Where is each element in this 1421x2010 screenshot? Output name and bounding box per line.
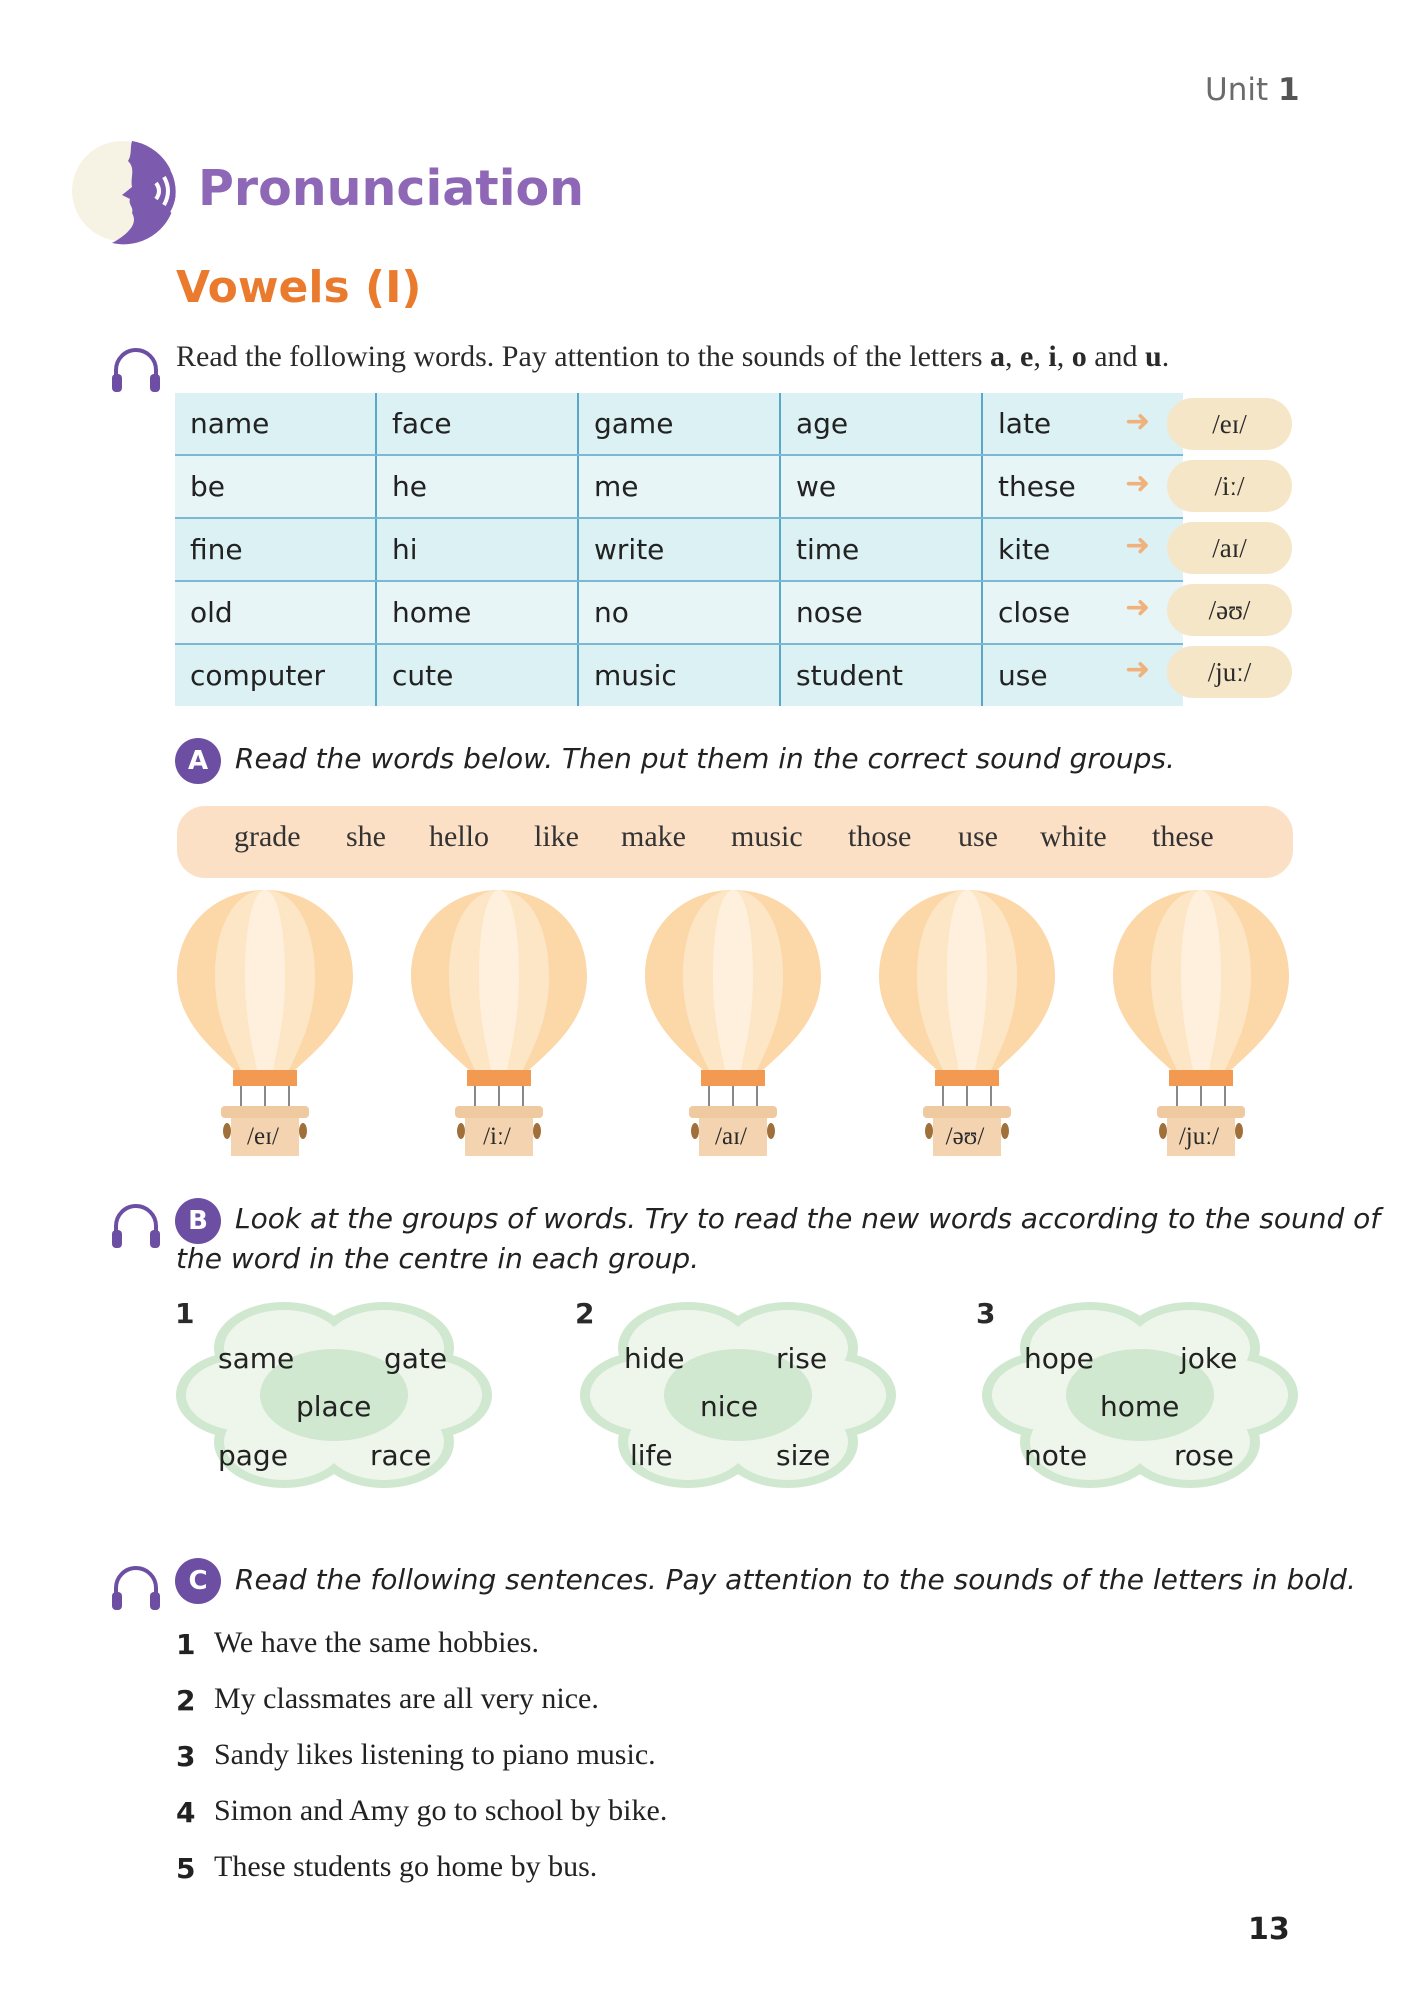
table-cell: fine: [175, 518, 376, 581]
sentence-text: Simon and Amy go to school by bike.: [214, 1794, 668, 1827]
sentence-text: We have the same hobbies.: [214, 1626, 539, 1659]
phonetic-pill: /eɪ/: [1167, 398, 1292, 450]
table-cell: close: [982, 581, 1183, 644]
group-number: 2: [575, 1297, 595, 1330]
exercise-b-instruction-line2: the word in the centre in each group.: [176, 1242, 700, 1275]
word-bank-item: music: [731, 820, 803, 853]
balloon-label: /eɪ/: [247, 1123, 279, 1150]
arrow-right-icon: ➜: [1125, 590, 1151, 625]
headphones-icon[interactable]: [108, 1560, 164, 1616]
sentence-number: 4: [176, 1796, 196, 1829]
sentence-text: Sandy likes listening to piano music.: [214, 1738, 656, 1771]
flower-center-word: nice: [700, 1390, 759, 1423]
table-cell: age: [780, 393, 982, 455]
table-cell: student: [780, 644, 982, 706]
exercise-a-instruction: Read the words below. Then put them in the correct sound groups.: [235, 742, 1175, 775]
balloon-icon: [877, 888, 1057, 1158]
balloon-icon: [643, 888, 823, 1158]
arrow-right-icon: ➜: [1125, 404, 1151, 439]
word-bank-item: use: [958, 820, 998, 853]
exercise-c-badge: C: [175, 1558, 221, 1604]
arrow-right-icon: ➜: [1125, 466, 1151, 501]
balloon-label: /əʊ/: [945, 1123, 985, 1150]
flower-word: hide: [624, 1342, 685, 1375]
flower-center-word: place: [296, 1390, 372, 1423]
table-cell: nose: [780, 581, 982, 644]
table-cell: no: [578, 581, 780, 644]
table-cell: face: [376, 393, 578, 455]
exercise-a-badge: A: [175, 738, 221, 784]
table-cell: late: [982, 393, 1183, 455]
word-bank-item: white: [1040, 820, 1107, 853]
table-cell: write: [578, 518, 780, 581]
section-title: Pronunciation: [198, 160, 585, 217]
balloon-label: /aɪ/: [715, 1123, 747, 1150]
table-cell: home: [376, 581, 578, 644]
word-bank-item: like: [534, 820, 579, 853]
word-bank-item: she: [346, 820, 386, 853]
table-row: [175, 393, 1183, 455]
balloon-icon: [409, 888, 589, 1158]
phonetic-pill: /aɪ/: [1167, 522, 1292, 574]
word-bank-item: these: [1152, 820, 1214, 853]
flower-word: rose: [1174, 1439, 1234, 1472]
speaker-face-icon: [72, 133, 187, 248]
phonetic-pill: /iː/: [1167, 460, 1292, 512]
unit-label: [1205, 72, 1300, 108]
flower-word: hope: [1024, 1342, 1094, 1375]
word-bank-item: those: [848, 820, 912, 853]
table-row: [175, 455, 1183, 518]
flower-word: same: [218, 1342, 295, 1375]
flower-word: note: [1024, 1439, 1088, 1472]
intro-text: Read the following words. Pay attention to the sounds of the letters a, e, i, o and u.: [176, 340, 1170, 373]
table-cell: music: [578, 644, 780, 706]
flower-word: page: [218, 1439, 288, 1472]
table-row: [175, 581, 1183, 644]
table-row: [175, 644, 1183, 706]
sentence-text: These students go home by bus.: [214, 1850, 598, 1883]
table-cell: name: [175, 393, 376, 455]
word-bank-item: make: [621, 820, 686, 853]
unit-word: Unit: [1205, 72, 1269, 108]
sentence-number: 1: [176, 1628, 196, 1661]
vowel-words-table: [175, 393, 1183, 706]
table-cell: hi: [376, 518, 578, 581]
flower-word: joke: [1180, 1342, 1238, 1375]
group-number: 1: [175, 1297, 195, 1330]
table-cell: time: [780, 518, 982, 581]
table-cell: game: [578, 393, 780, 455]
unit-number: 1: [1277, 72, 1300, 108]
headphones-icon[interactable]: [108, 342, 164, 398]
flower-word: life: [630, 1439, 673, 1472]
table-row: [175, 518, 1183, 581]
flower-word: race: [370, 1439, 432, 1472]
table-cell: he: [376, 455, 578, 518]
flower-word: size: [776, 1439, 831, 1472]
sentence-number: 2: [176, 1684, 196, 1717]
word-bank-item: grade: [234, 820, 301, 853]
table-cell: be: [175, 455, 376, 518]
table-cell: these: [982, 455, 1183, 518]
balloon-label: /juː/: [1178, 1123, 1220, 1150]
phonetic-pill: /əʊ/: [1167, 584, 1292, 636]
headphones-icon[interactable]: [108, 1198, 164, 1254]
balloon-icon: [175, 888, 355, 1158]
table-cell: me: [578, 455, 780, 518]
table-cell: cute: [376, 644, 578, 706]
sentence-text: My classmates are all very nice.: [214, 1682, 599, 1715]
sentence-number: 5: [176, 1852, 196, 1885]
arrow-right-icon: ➜: [1125, 528, 1151, 563]
table-cell: we: [780, 455, 982, 518]
exercise-b-instruction-line1: Look at the groups of words. Try to read the new words according to the sound of: [235, 1202, 1381, 1235]
flower-word: gate: [384, 1342, 448, 1375]
phonetic-pill: /juː/: [1167, 646, 1292, 698]
arrow-right-icon: ➜: [1125, 652, 1151, 687]
balloon-label: /iː/: [483, 1123, 511, 1150]
table-cell: use: [982, 644, 1183, 706]
table-cell: old: [175, 581, 376, 644]
balloon-icon: [1111, 888, 1291, 1158]
exercise-b-badge: B: [175, 1198, 221, 1244]
sentence-number: 3: [176, 1740, 196, 1773]
group-number: 3: [976, 1297, 996, 1330]
table-cell: computer: [175, 644, 376, 706]
table-cell: kite: [982, 518, 1183, 581]
flower-center-word: home: [1100, 1390, 1180, 1423]
page-subtitle: Vowels (I): [176, 262, 422, 313]
flower-word: rise: [776, 1342, 828, 1375]
word-bank-item: hello: [429, 820, 489, 853]
page-number: 13: [1248, 1912, 1290, 1947]
exercise-c-instruction: Read the following sentences. Pay attention to the sounds of the letters in bold.: [235, 1563, 1356, 1596]
